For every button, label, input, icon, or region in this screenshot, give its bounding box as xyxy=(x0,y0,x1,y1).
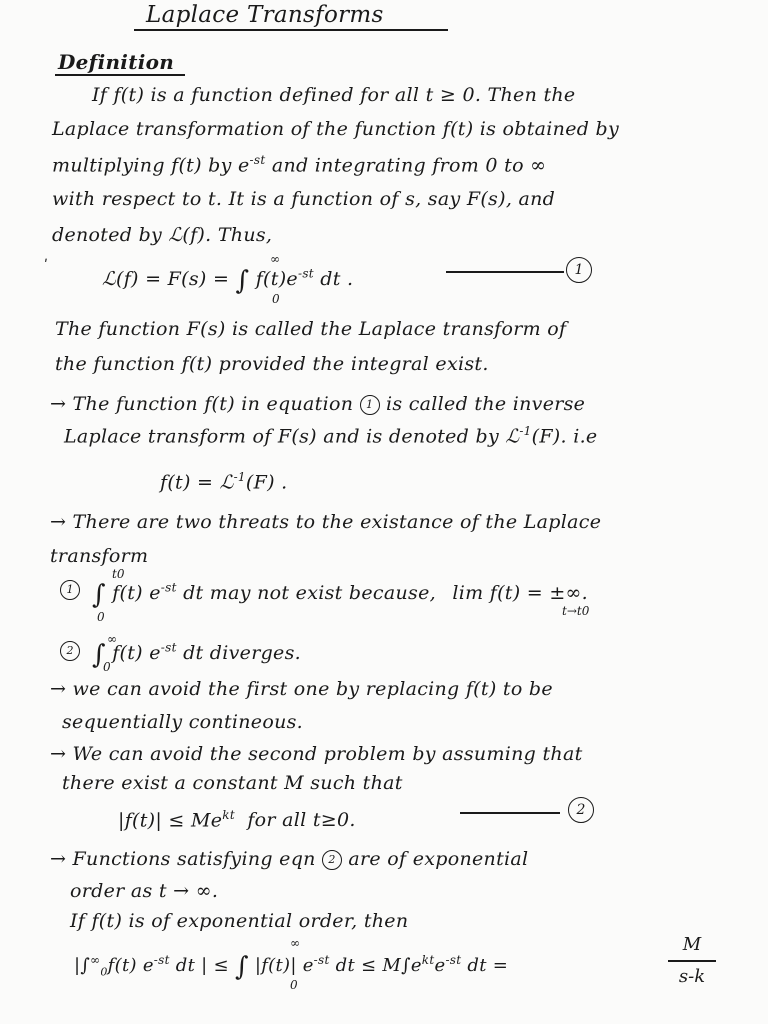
threats-line-1: → There are two threats to the existance of the Laplace xyxy=(50,511,602,533)
fraction-bar xyxy=(668,960,716,962)
definition-line-1: If f(t) is a function defined for all t ≥ 0. Then the xyxy=(92,84,576,106)
exp-line-2: order as t → ∞. xyxy=(70,880,219,902)
definition-line-3: multiplying f(t) by $e^{-st}$ and integrating from 0 to ∞ xyxy=(52,153,547,177)
integral-sign: ∫ xyxy=(234,952,249,982)
threat-1-limit-subscript: t→t0 xyxy=(562,604,590,618)
avoid-line-4: there exist a constant M such that xyxy=(62,772,403,794)
integral-sign: ∫ xyxy=(235,266,250,296)
threat-2-lower-limit: 0 xyxy=(103,660,111,674)
called-line-1: The function F(s) is called the Laplace transform of xyxy=(55,318,567,340)
definition-line-4: with respect to t. It is a function of s, say F(s), and xyxy=(52,188,556,210)
eq1-leader-line xyxy=(446,271,564,273)
equation-2: $|f(t)| \le Me^{kt}$ for all t≥0. xyxy=(118,808,356,832)
eq1-label: 1 xyxy=(566,257,592,283)
equation-1: ℒ(f) = F(s) = ∫ $f(t)e^{-st}$ dt . xyxy=(102,266,354,296)
called-line-2: the function f(t) provided the integral exist. xyxy=(55,353,489,375)
definition-line-5: denoted by ℒ(f). Thus, xyxy=(52,224,273,246)
threat-1-number: 1 xyxy=(60,580,80,600)
avoid-line-1: → we can avoid the first one by replacing f(t) to be xyxy=(50,678,553,700)
inverse-equation: f(t) = ℒ$^{-1}$(F) . xyxy=(160,470,288,494)
integral-sign: ∫ xyxy=(92,580,106,610)
threat-2-number: 2 xyxy=(60,641,80,661)
page-title: Laplace Transforms xyxy=(146,2,384,28)
eq2-ref: 2 xyxy=(322,850,342,870)
avoid-line-2: sequentially contineous. xyxy=(62,711,304,733)
eq1-upper-limit: ∞ xyxy=(270,252,280,266)
threat-1: ∫ f(t) $e^{-st}$ dt may not exist because, lim f(t) = ±∞. xyxy=(92,580,589,610)
inverse-line-1: → The function f(t) in equation 1 is called the inverse xyxy=(50,393,586,415)
eq2-leader-line xyxy=(460,812,560,814)
final-lower-limit: 0 xyxy=(290,978,298,992)
eq2-label: 2 xyxy=(568,797,594,823)
heading-underline xyxy=(55,74,185,76)
exp-line-1: → Functions satisfying eqn 2 are of exponential xyxy=(50,848,529,870)
exp-line-3: If f(t) is of exponential order, then xyxy=(70,910,409,932)
title-underline xyxy=(134,29,448,31)
threat-1-upper-limit: t0 xyxy=(112,567,125,581)
section-heading: Definition xyxy=(58,50,175,74)
eq1-lower-limit: 0 xyxy=(272,292,280,306)
definition-line-2: Laplace transformation of the function f(t) is obtained by xyxy=(52,118,620,140)
eq1-ref: 1 xyxy=(360,395,380,415)
integral-sign: ∫ xyxy=(92,640,106,670)
threats-line-2: transform xyxy=(50,545,149,567)
inverse-line-2: Laplace transform of F(s) and is denoted by ℒ$^{-1}$(F). i.e xyxy=(64,424,598,448)
fraction-numerator: M xyxy=(682,934,702,955)
avoid-line-3: → We can avoid the second problem by assuming that xyxy=(50,743,583,765)
threat-2: ∫ f(t) $e^{-st}$ dt diverges. xyxy=(92,640,301,670)
threat-2-upper-limit: ∞ xyxy=(107,632,117,646)
margin-tick: ʹ xyxy=(44,258,48,274)
threat-1-lower-limit: 0 xyxy=(97,610,105,624)
final-upper-limit: ∞ xyxy=(290,936,300,950)
fraction-denominator: s-k xyxy=(678,966,706,987)
final-inequality: $|\int^\infty_0f(t)$ $e^{-st}$ dt | ≤ ∫ |f(t)| $e^{-st}$ dt ≤ $M\int e^{kt}e^{-st}$ dt = xyxy=(74,952,509,982)
